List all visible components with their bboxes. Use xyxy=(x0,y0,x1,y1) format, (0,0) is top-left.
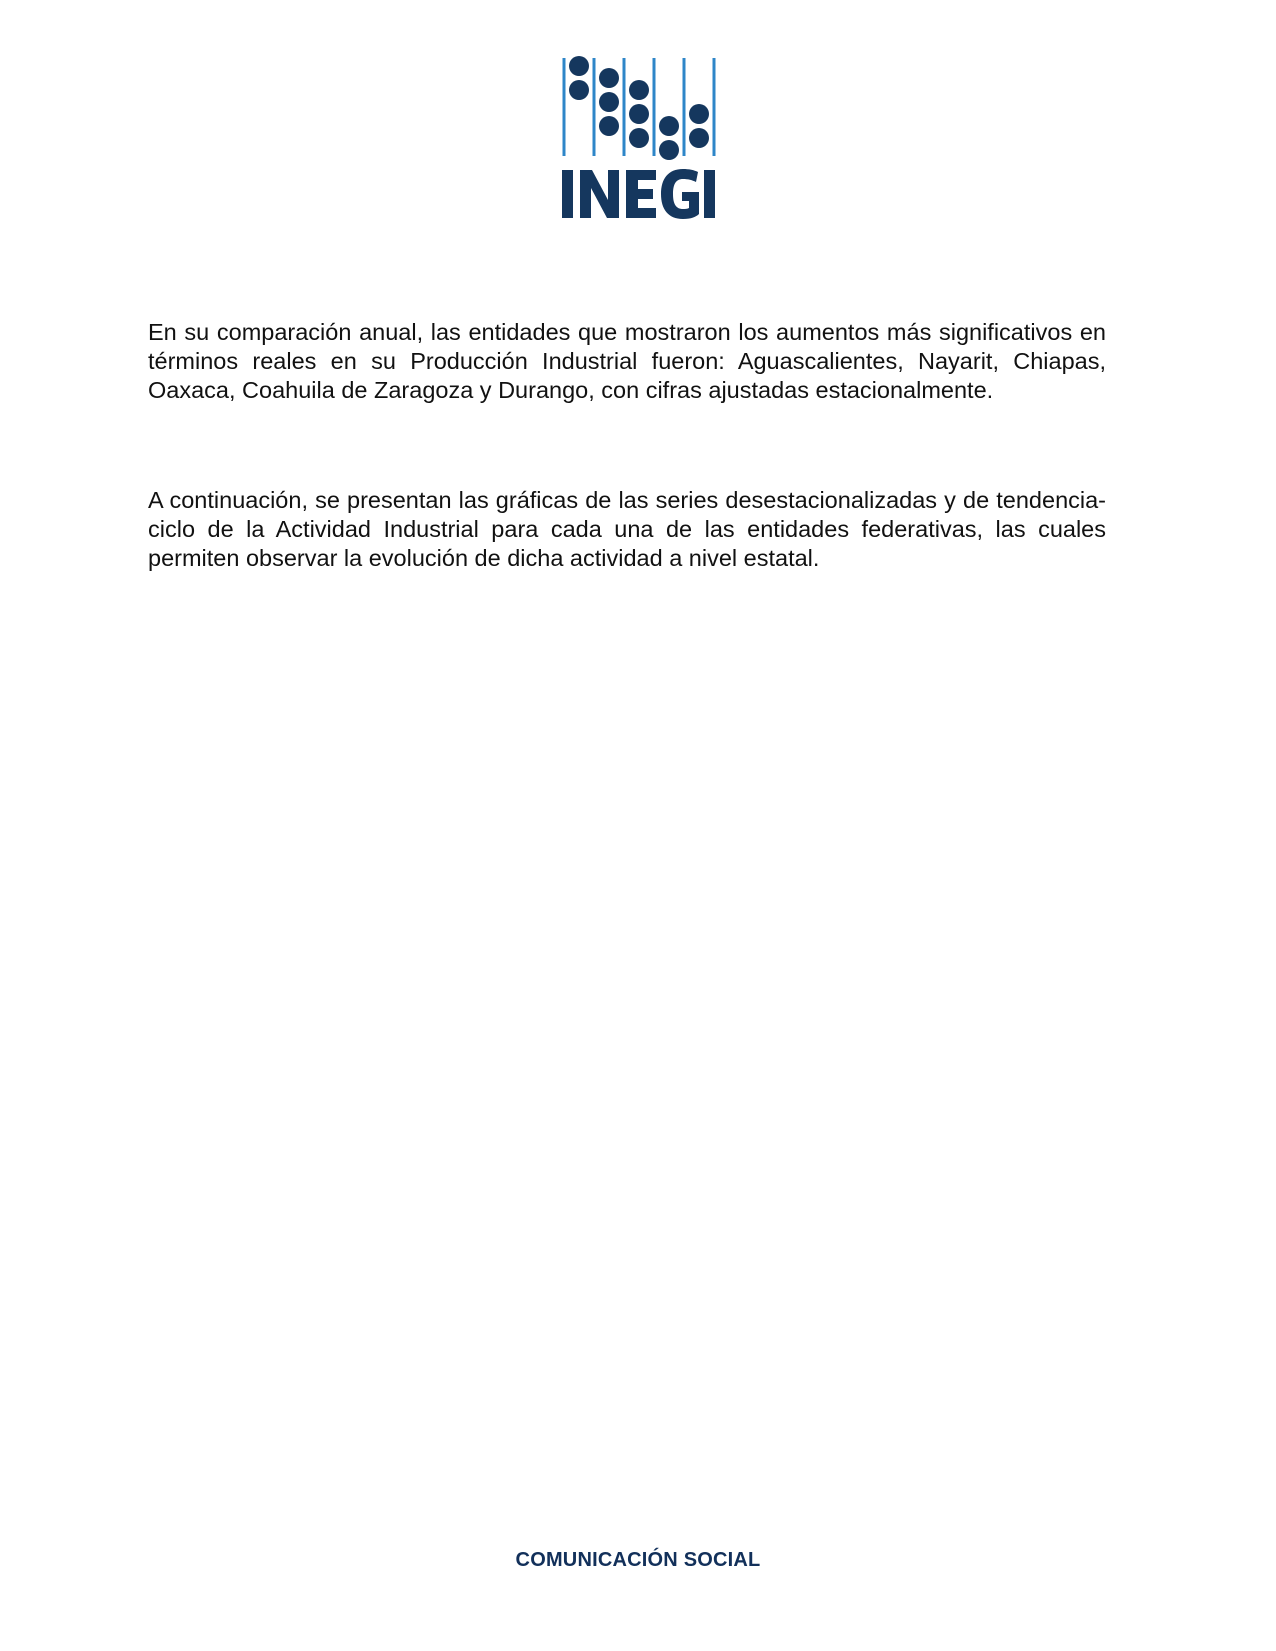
inegi-logo xyxy=(562,56,716,220)
logo-wordmark xyxy=(562,169,715,219)
paragraph-annual-comparison: En su comparación anual, las entidades que mostraron los aumentos más significativos en términos reales en su Producción Industrial fueron: Aguascalientes, Nayarit, Chiapas, Oaxaca, Coahuila de Zaragoza y Durango, con cifras ajustadas estacionalmente. xyxy=(148,319,1106,403)
paragraph-charts-intro: A continuación, se presentan las gráficas de las series desestacionalizadas y de tendencia-ciclo de la Actividad Industrial para cada una de las entidades federativas, las cuales permiten observar la evolución de dicha actividad a nivel estatal. xyxy=(148,487,1106,571)
footer-label: COMUNICACIÓN SOCIAL xyxy=(515,1549,761,1571)
